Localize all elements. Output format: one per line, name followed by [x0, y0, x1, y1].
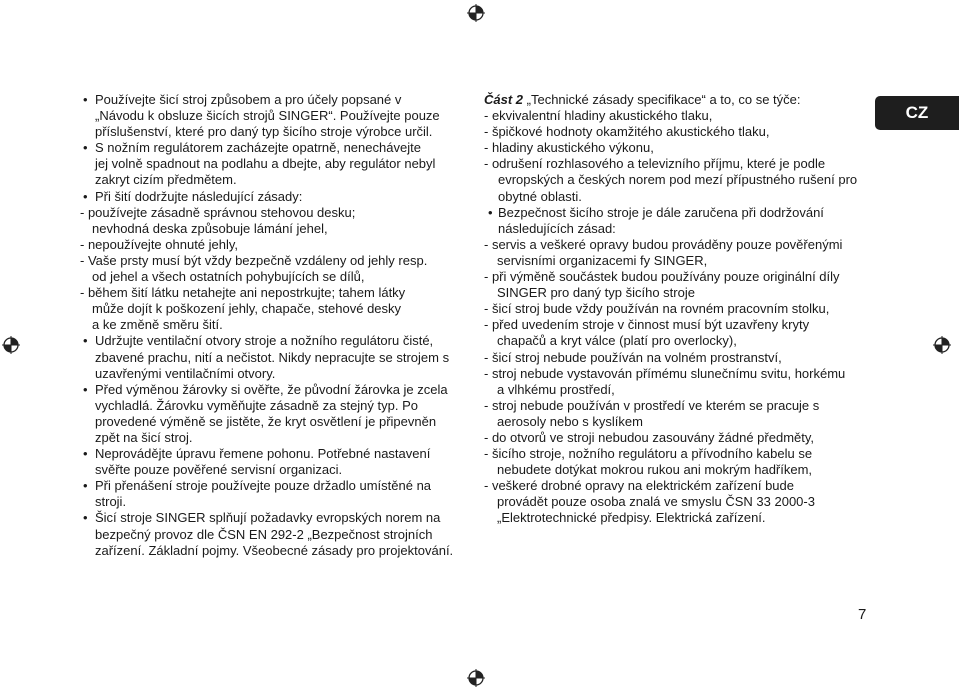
text-line: [484, 205, 884, 221]
text-line-content: - do otvorů ve stroji nebudou zasouvány žádné předměty,: [484, 429, 815, 445]
text-line: [80, 156, 475, 172]
text-line: [80, 543, 475, 559]
text-line-content: - šicího stroje, nožního regulátoru a přívodního kabelu se: [484, 446, 813, 462]
bullet-icon: •: [83, 140, 88, 156]
text-line-content: - odrušení rozhlasového a televizního příjmu, které je podle: [484, 156, 826, 172]
bullet-icon: •: [488, 204, 493, 220]
text-line-content: - hladiny akustického výkonu,: [484, 140, 654, 156]
text-line-content: může dojít k poškození jehly, chapače, stehové desky: [92, 301, 402, 317]
text-line-content: - veškeré drobné opravy na elektrickém zařízení bude: [484, 478, 794, 494]
bullet-icon: •: [83, 92, 88, 107]
text-line: [484, 253, 884, 269]
text-line: [80, 333, 475, 349]
text-line: [80, 221, 475, 237]
text-line: [484, 462, 884, 478]
text-line: [484, 269, 884, 285]
text-line: [80, 462, 475, 478]
text-line: [484, 382, 884, 398]
text-line: [484, 350, 884, 366]
text-line-content: Při šití dodržujte následující zásady:: [95, 188, 303, 204]
text-line-content: zpět na šicí stroj.: [95, 429, 193, 445]
registration-mark-icon: [467, 669, 485, 687]
text-line: [80, 494, 475, 510]
text-line-content: provedené výměně se jistěte, že kryt osvětlení je připevněn: [95, 413, 437, 429]
bullet-icon: •: [83, 333, 88, 349]
text-line-content: - během šití látku netahejte ani nepostrkujte; tahem látky: [80, 285, 406, 301]
text-line: [80, 382, 475, 398]
text-line: [484, 124, 884, 140]
text-line-content: Před výměnou žárovky si ověřte, že původní žárovka je zcela: [95, 381, 448, 397]
left-column: [80, 92, 475, 559]
text-line-content: Udržujte ventilační otvory stroje a nožního regulátoru čisté,: [95, 333, 434, 349]
text-line: [484, 446, 884, 462]
text-line: [484, 221, 884, 237]
text-line: [80, 366, 475, 382]
text-line-content: Neprovádějte úpravu řemene pohonu. Potřebné nastavení: [95, 446, 431, 462]
text-line-content: - Vaše prsty musí být vždy bezpečně vzdáleny od jehly resp.: [80, 252, 428, 268]
text-line-content: servisními organizacemi fy SINGER,: [497, 252, 708, 268]
language-badge: CZ: [875, 96, 959, 130]
text-line: [80, 237, 475, 253]
section-heading: [484, 92, 884, 108]
text-line: [80, 205, 475, 221]
text-line-content: - servis a veškeré opravy budou prováděny pouze pověřenými: [484, 236, 843, 252]
text-line: [484, 301, 884, 317]
text-line: [484, 430, 884, 446]
bullet-icon: •: [83, 478, 88, 494]
text-line-content: - při výměně součástek budou používány pouze originální díly: [484, 269, 840, 285]
bullet-icon: •: [83, 188, 88, 204]
text-line: [80, 301, 475, 317]
text-line-content: nevhodná deska způsobuje lámání jehel,: [92, 220, 328, 236]
text-line-content: - před uvedením stroje v činnost musí být uzavřeny kryty: [484, 317, 810, 333]
text-line: [484, 140, 884, 156]
text-line-content: „Elektrotechnické předpisy. Elektrická zařízení.: [497, 510, 766, 526]
section-heading-bold: Část 2: [484, 92, 524, 107]
bullet-icon: •: [83, 510, 88, 526]
text-line-content: svěřte pouze pověřené servisní organizaci.: [95, 462, 343, 478]
text-line-content: Při přenášení stroje používejte pouze držadlo umístěné na: [95, 478, 432, 494]
text-line-content: následujících zásad:: [498, 220, 616, 236]
text-line: [484, 156, 884, 172]
text-line: [80, 92, 475, 108]
text-line-content: - nepoužívejte ohnuté jehly,: [80, 236, 239, 252]
bullet-icon: •: [83, 381, 88, 397]
text-line-content: SINGER pro daný typ šicího stroje: [497, 285, 695, 301]
text-line-content: „Návodu k obsluze šicích strojů SINGER“. Používejte pouze: [95, 108, 440, 124]
text-line: [80, 446, 475, 462]
text-line-content: evropských a českých norem pod mezí přípustného rušení pro: [498, 172, 858, 188]
text-line-content: obytné oblasti.: [498, 188, 582, 204]
text-line: [484, 285, 884, 301]
text-line: [80, 398, 475, 414]
text-line: [80, 189, 475, 205]
text-line: [80, 430, 475, 446]
text-line: [80, 269, 475, 285]
text-line-content: Šicí stroje SINGER splňují požadavky evropských norem na: [95, 510, 441, 526]
text-line: [80, 527, 475, 543]
text-line-content: - šicí stroj nebude používán na volném prostranství,: [484, 349, 782, 365]
text-line: [484, 172, 884, 188]
text-line-content: chapačů a kryt válce (platí pro overlocky),: [497, 333, 737, 349]
text-line-content: bezpečný provoz dle ČSN EN 292-2 „Bezpečnost strojních: [95, 526, 433, 542]
text-line: [80, 414, 475, 430]
text-line: [484, 398, 884, 414]
page-number: 7: [858, 606, 867, 623]
right-column: [484, 92, 884, 527]
text-line-content: nebudete dotýkat mokrou rukou ani mokrým hadříkem,: [497, 462, 813, 478]
text-line-content: stroji.: [95, 494, 127, 510]
text-line-content: zařízení. Základní pojmy. Všeobecné zásady pro projektování.: [95, 542, 454, 558]
bullet-icon: •: [83, 446, 88, 462]
text-line: [484, 510, 884, 526]
text-line-content: a ke změně směru šití.: [92, 317, 223, 333]
registration-mark-icon: [933, 336, 951, 354]
text-line: [484, 414, 884, 430]
text-line: [484, 189, 884, 205]
text-line: [80, 124, 475, 140]
text-line-content: provádět pouze osoba znalá ve smyslu ČSN 33 2000-3: [497, 494, 815, 510]
registration-mark-icon: [2, 336, 20, 354]
text-line-content: S nožním regulátorem zacházejte opatrně, nenechávejte: [95, 140, 421, 156]
text-line: [80, 108, 475, 124]
section-heading-text: „Technické zásady specifikace“ a to, co se týče:: [523, 92, 801, 107]
text-line-content: zakryt cizím předmětem.: [95, 172, 237, 188]
text-line: [80, 350, 475, 366]
text-line: [484, 333, 884, 349]
text-line: [80, 253, 475, 269]
text-line: [484, 317, 884, 333]
text-line-content: - stroj nebude vystavován přímému slunečnímu svitu, horkému: [484, 365, 846, 381]
text-line: [80, 478, 475, 494]
text-line-content: - šicí stroj bude vždy používán na rovném pracovním stolku,: [484, 301, 830, 317]
text-line: [80, 317, 475, 333]
text-line: [484, 108, 884, 124]
text-line: [80, 140, 475, 156]
text-line: [484, 366, 884, 382]
text-line-content: a vlhkému prostředí,: [497, 381, 615, 397]
text-line-content: Bezpečnost šicího stroje je dále zaručena při dodržování: [498, 204, 824, 220]
text-line-content: - špičkové hodnoty okamžitého akustického tlaku,: [484, 124, 770, 140]
text-line: [80, 285, 475, 301]
text-line-content: - ekvivalentní hladiny akustického tlaku,: [484, 108, 713, 124]
text-line-content: aerosoly nebo s kyslíkem: [497, 413, 643, 429]
text-line: [80, 172, 475, 188]
text-line-content: zbavené prachu, nití a nečistot. Nikdy nepracujte se strojem s: [95, 349, 450, 365]
text-line-content: od jehel a všech ostatních pohybujících se dílů,: [92, 269, 365, 285]
text-line-content: - používejte zásadně správnou stehovou desku;: [80, 204, 356, 220]
text-line: [484, 478, 884, 494]
text-line: [484, 237, 884, 253]
text-line-content: - stroj nebude používán v prostředí ve kterém se pracuje s: [484, 397, 820, 413]
text-line-content: jej volně spadnout na podlahu a dbejte, aby regulátor nebyl: [95, 156, 436, 172]
text-line-content: uzavřenými ventilačními otvory.: [95, 365, 276, 381]
text-line-content: příslušenství, které pro daný typ šicího stroje výrobce určil.: [95, 124, 433, 140]
text-line: [484, 494, 884, 510]
registration-mark-icon: [467, 4, 485, 22]
text-line-content: vychladlá. Žárovku vyměňujte zásadně za stejný typ. Po: [95, 397, 418, 413]
text-line-content: Používejte šicí stroj způsobem a pro účely popsané v: [95, 92, 402, 107]
text-line: [80, 510, 475, 526]
